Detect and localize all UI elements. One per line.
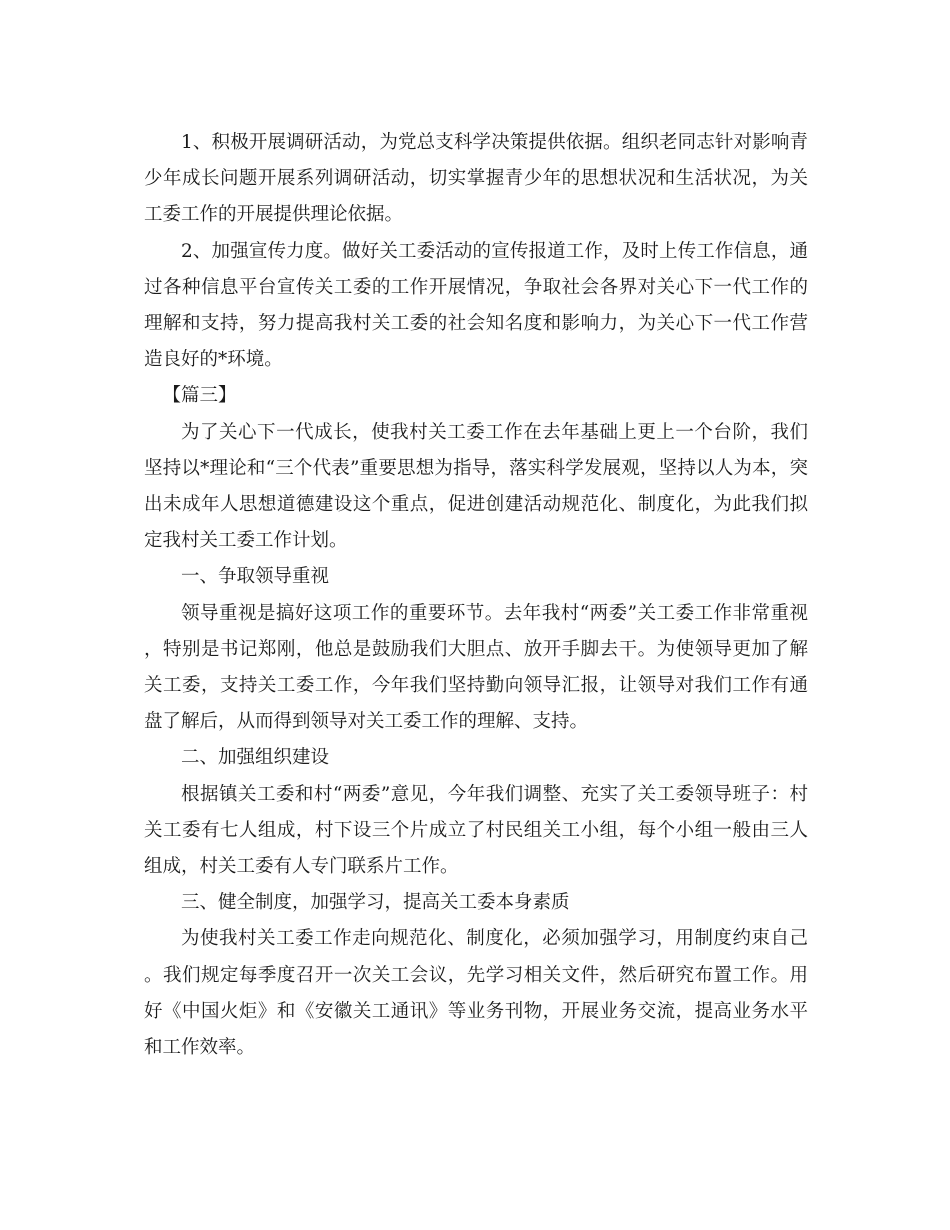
heading-organization: 二、加强组织建设 bbox=[181, 747, 330, 769]
paragraph-publicity: 2、加强宣传力度。做好关工委活动的宣传报道工作，及时上传工作信息，通过各种信息平台宣传关工委的工作开展情况，争取社会各界对关心下一代工作的理解和支持，努力提高我村关工委的社会知名度和影响力，为关心下一代工作营造良好的*环境。 bbox=[144, 240, 808, 371]
paragraph-leadership: 领导重视是搞好这项工作的重要环节。去年我村“两委”关工委工作非常重视，特别是书记郑刚，他总是鼓励我们大胆点、放开手脚去干。为使领导更加了解关工委，支持关工委工作，今年我们坚持勤向领导汇报，让领导对我们工作有通盘了解后，从而得到领导对关工委工作的理解、支持。 bbox=[144, 602, 808, 733]
document-body bbox=[144, 125, 808, 1066]
paragraph-introduction: 为了关心下一代成长，使我村关工委工作在去年基础上更上一个台阶，我们坚持以*理论和“三个代表”重要思想为指导，落实科学发展观，坚持以人为本，突出未成年人思想道德建设这个重点，促进创建活动规范化、制度化，为此我们拟定我村关工委工作计划。 bbox=[144, 421, 808, 552]
heading-system-study: 三、健全制度，加强学习，提高关工委本身素质 bbox=[181, 892, 570, 914]
heading-leadership: 一、争取领导重视 bbox=[181, 566, 330, 588]
paragraph-research: 1、积极开展调研活动，为党总支科学决策提供依据。组织老同志针对影响青少年成长问题开展系列调研活动，切实掌握青少年的思想状况和生活状况，为关工委工作的开展提供理论依据。 bbox=[144, 132, 808, 226]
section-heading-part-three: 【篇三】 bbox=[162, 385, 237, 407]
paragraph-organization: 根据镇关工委和村“两委”意见，今年我们调整、充实了关工委领导班子：村关工委有七人组成，村下设三个片成立了村民组关工小组，每个小组一般由三人组成，村关工委有人专门联系片工作。 bbox=[144, 783, 808, 878]
paragraph-system-study: 为使我村关工委工作走向规范化、制度化，必须加强学习，用制度约束自己。我们规定每季度召开一次关工会议，先学习相关文件，然后研究布置工作。用好《中国火炬》和《安徽关工通讯》等业务刊物，开展业务交流，提高业务水平和工作效率。 bbox=[144, 928, 808, 1059]
